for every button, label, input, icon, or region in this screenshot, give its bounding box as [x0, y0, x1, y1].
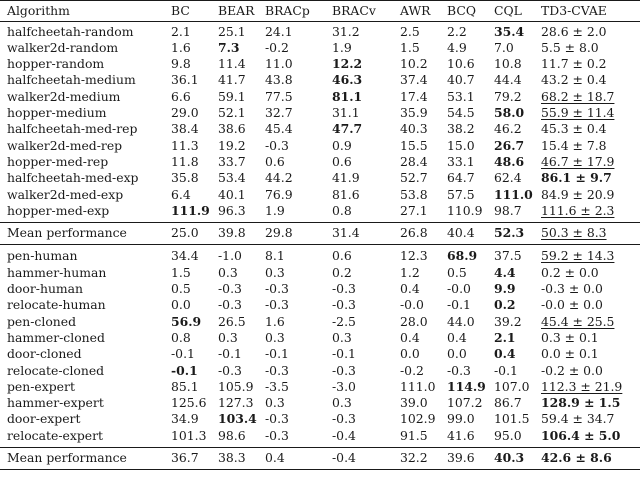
row-label: door-human: [7, 281, 84, 296]
column-header: TD3-CVAE: [541, 2, 607, 18]
table-cell: -0.1: [447, 297, 471, 313]
table-cell: 5.5 ± 8.0: [541, 39, 599, 55]
table-row: [0, 363, 640, 379]
table-cell: 107.0: [494, 378, 530, 394]
table-cell: 98.6: [218, 427, 246, 443]
table-cell: 0.3: [332, 329, 352, 345]
table-cell: 4.4: [494, 264, 516, 280]
table-cell: 103.4: [218, 411, 257, 427]
table-cell: 1.2: [400, 264, 420, 280]
table-cell: 0.0 ± 0.1: [541, 346, 599, 362]
table-cell: 0.2: [494, 297, 516, 313]
table-cell: 0.0: [400, 346, 420, 362]
table-row: [0, 203, 640, 219]
table-cell: 12.2: [332, 56, 363, 72]
table-cell: 10.6: [447, 56, 475, 72]
column-header: BRACv: [332, 2, 376, 18]
mean-label: Mean performance: [7, 225, 127, 241]
row-label: walker2d-medium: [7, 88, 121, 104]
table-cell: 2.5: [400, 23, 420, 39]
table-cell: 85.1: [171, 378, 199, 394]
table-cell: 0.8: [332, 202, 352, 218]
table-cell: 111.0: [400, 378, 436, 394]
table-cell: 86.7: [494, 395, 522, 411]
table-row: [0, 138, 640, 154]
table-cell: 32.7: [265, 105, 293, 120]
table-cell: 40.7: [447, 72, 475, 88]
row-label: walker2d-med-rep: [7, 137, 123, 153]
mean-cell: 42.6 ± 8.6: [541, 450, 612, 465]
table-cell: 127.3: [218, 395, 254, 411]
table-cell: 84.9 ± 20.9: [541, 186, 615, 202]
table-cell: 0.4: [400, 281, 420, 296]
mean-row: [0, 450, 640, 466]
table-cell: 45.4 ± 25.5: [541, 313, 615, 329]
table-cell: 76.9: [265, 186, 293, 202]
table-cell: 62.4: [494, 170, 522, 186]
table-cell: -3.5: [265, 378, 289, 394]
table-cell: 29.0: [171, 105, 199, 120]
table-cell: 8.1: [265, 248, 285, 264]
table-cell: -0.1: [332, 346, 356, 362]
table-cell: 101.3: [171, 427, 207, 443]
table-cell: 2.2: [447, 23, 467, 39]
table-row: [0, 40, 640, 56]
table-cell: 0.2 ± 0.0: [541, 264, 599, 280]
table-row: [0, 24, 640, 40]
table-cell: -0.2: [400, 362, 424, 378]
table-cell: 2.1: [171, 23, 191, 39]
table-cell: -0.2 ± 0.0: [541, 362, 603, 378]
table-cell: -3.0: [332, 378, 356, 394]
mean-cell: -0.4: [332, 450, 356, 465]
header-rule: [0, 21, 640, 22]
table-cell: 114.9: [447, 378, 486, 394]
table-cell: 41.9: [332, 170, 360, 186]
table-cell: 0.4: [447, 329, 467, 345]
table-cell: 41.6: [447, 427, 475, 443]
table-cell: 0.6: [332, 248, 352, 264]
table-cell: 6.4: [171, 186, 191, 202]
row-label: pen-expert: [7, 378, 75, 394]
table-row: [0, 56, 640, 72]
table-row: [0, 154, 640, 170]
table-cell: 9.8: [171, 56, 191, 72]
table-cell: 0.4: [494, 346, 516, 362]
table-cell: 41.7: [218, 72, 246, 88]
table-cell: 38.6: [218, 121, 246, 137]
table-cell: 45.3 ± 0.4: [541, 121, 607, 137]
table-cell: 0.3: [265, 329, 285, 345]
table-cell: 0.3: [265, 395, 285, 411]
mean-label: Mean performance: [7, 450, 127, 465]
table-cell: 11.8: [171, 153, 199, 169]
table-cell: -0.3: [447, 362, 471, 378]
bottom-rule: [0, 469, 640, 470]
table-cell: 43.8: [265, 72, 293, 88]
table-cell: 102.9: [400, 411, 436, 427]
table-cell: -0.3: [265, 411, 289, 427]
table-cell: 1.9: [265, 202, 285, 218]
table-cell: 59.4 ± 34.7: [541, 411, 615, 427]
table-cell: 35.8: [171, 170, 199, 186]
table-cell: 2.1: [494, 329, 516, 345]
table-row: [0, 379, 640, 395]
table-cell: -0.2: [265, 39, 289, 55]
table-cell: 77.5: [265, 88, 293, 104]
column-header: BRACp: [265, 2, 310, 18]
table-row: [0, 346, 640, 362]
table-cell: 0.4: [400, 329, 420, 345]
table-cell: -2.5: [332, 313, 356, 329]
table-cell: 111.9: [171, 202, 210, 218]
table-cell: 15.0: [447, 137, 475, 153]
table-cell: 35.9: [400, 105, 428, 120]
table-cell: -0.0: [447, 281, 471, 296]
table-cell: 91.5: [400, 427, 428, 443]
table-cell: 46.7 ± 17.9: [541, 153, 615, 169]
row-label: hopper-medium: [7, 105, 107, 120]
table-cell: -0.3: [265, 297, 289, 313]
table-cell: 0.5: [447, 264, 467, 280]
table-cell: 0.3: [218, 329, 238, 345]
row-label: relocate-human: [7, 297, 106, 313]
table-row: [0, 105, 640, 121]
table-cell: 10.2: [400, 56, 428, 72]
table-row: [0, 314, 640, 330]
table-row: [0, 395, 640, 411]
row-label: halfcheetah-random: [7, 23, 134, 39]
table-cell: 0.3: [265, 264, 285, 280]
table-cell: 125.6: [171, 395, 207, 411]
table-cell: 1.5: [400, 39, 420, 55]
row-label: hammer-cloned: [7, 329, 105, 345]
mean-cell: 32.2: [400, 450, 428, 465]
table-row: [0, 411, 640, 427]
row-label: walker2d-random: [7, 39, 119, 55]
mean-cell: 0.4: [265, 450, 285, 465]
table-cell: 37.5: [494, 248, 522, 264]
table-cell: 33.7: [218, 153, 246, 169]
table-row: [0, 248, 640, 264]
table-cell: 105.9: [218, 378, 254, 394]
mean-cell: 40.3: [494, 450, 525, 465]
table-cell: 24.1: [265, 23, 293, 39]
table-cell: 28.0: [400, 313, 428, 329]
table-cell: 86.1 ± 9.7: [541, 170, 612, 186]
table-cell: 28.4: [400, 153, 428, 169]
table-cell: 0.9: [332, 137, 352, 153]
table-cell: 33.1: [447, 153, 475, 169]
row-label: door-expert: [7, 411, 81, 427]
mean-cell: 40.4: [447, 225, 475, 241]
table-cell: -0.1: [494, 362, 518, 378]
mean-cell: 31.4: [332, 225, 360, 241]
row-label: walker2d-med-exp: [7, 186, 124, 202]
table-cell: -1.0: [218, 248, 242, 264]
header-row: [0, 3, 640, 19]
section-rule: [0, 222, 640, 223]
table-cell: 37.4: [400, 72, 428, 88]
table-cell: 79.2: [494, 88, 522, 104]
table-cell: 40.1: [218, 186, 246, 202]
table-cell: 0.5: [171, 281, 191, 296]
table-cell: 68.9: [447, 248, 478, 264]
table-row: [0, 89, 640, 105]
row-label: relocate-expert: [7, 427, 103, 443]
table-cell: 99.0: [447, 411, 475, 427]
table-cell: 0.6: [265, 153, 285, 169]
table-cell: 111.0: [494, 186, 533, 202]
row-label: hopper-med-rep: [7, 153, 109, 169]
table-cell: 12.3: [400, 248, 428, 264]
table-cell: -0.3: [265, 281, 289, 296]
row-label: hammer-expert: [7, 395, 104, 411]
table-cell: 55.9 ± 11.4: [541, 105, 615, 120]
table-cell: 15.5: [400, 137, 428, 153]
table-cell: -0.3: [265, 137, 289, 153]
table-row: [0, 265, 640, 281]
table-cell: 4.9: [447, 39, 467, 55]
mean-cell: 25.0: [171, 225, 199, 241]
table-cell: 19.2: [218, 137, 246, 153]
table-cell: 47.7: [332, 121, 363, 137]
mean-cell: 52.3: [494, 225, 525, 241]
table-cell: 38.2: [447, 121, 475, 137]
table-cell: 53.4: [218, 170, 246, 186]
table-cell: 0.0: [447, 346, 467, 362]
row-label: pen-cloned: [7, 313, 77, 329]
mean-cell: 39.8: [218, 225, 246, 241]
table-cell: 52.1: [218, 105, 246, 120]
table-cell: -0.3: [332, 297, 356, 313]
table-cell: 25.1: [218, 23, 246, 39]
row-label: halfcheetah-med-rep: [7, 121, 138, 137]
table-cell: 53.8: [400, 186, 428, 202]
column-header: BC: [171, 2, 190, 18]
table-row: [0, 170, 640, 186]
table-cell: -0.4: [332, 427, 356, 443]
table-cell: -0.3: [332, 411, 356, 427]
table-cell: -0.3: [332, 281, 356, 296]
table-cell: 44.0: [447, 313, 475, 329]
row-label: door-cloned: [7, 346, 82, 362]
table-cell: 45.4: [265, 121, 293, 137]
table-cell: 36.1: [171, 72, 199, 88]
table-cell: 56.9: [171, 313, 202, 329]
column-header: AWR: [400, 2, 431, 18]
table-cell: 44.4: [494, 72, 522, 88]
row-label: hopper-random: [7, 56, 105, 72]
table-cell: 101.5: [494, 411, 530, 427]
table-cell: 7.3: [218, 39, 240, 55]
table-cell: 53.1: [447, 88, 475, 104]
table-row: [0, 297, 640, 313]
table-cell: 39.2: [494, 313, 522, 329]
table-cell: 31.2: [332, 23, 360, 39]
table-cell: 96.3: [218, 202, 246, 218]
table-cell: -0.3 ± 0.0: [541, 281, 603, 296]
table-cell: 0.3 ± 0.1: [541, 329, 599, 345]
table-cell: 43.2 ± 0.4: [541, 72, 607, 88]
table-cell: 0.2: [332, 264, 352, 280]
row-label: pen-human: [7, 248, 78, 264]
mean-cell: 26.8: [400, 225, 428, 241]
row-label: halfcheetah-medium: [7, 72, 136, 88]
table-cell: 9.9: [494, 281, 516, 296]
table-cell: 35.4: [494, 23, 525, 39]
table-cell: 6.6: [171, 88, 191, 104]
table-cell: 39.0: [400, 395, 428, 411]
table-cell: -0.1: [218, 346, 242, 362]
table-cell: 98.7: [494, 202, 522, 218]
table-cell: 111.6 ± 2.3: [541, 202, 615, 218]
table-cell: 0.3: [332, 395, 352, 411]
table-cell: 11.7 ± 0.2: [541, 56, 607, 72]
table-cell: 31.1: [332, 105, 360, 120]
mean-cell: 38.3: [218, 450, 246, 465]
table-cell: -0.1: [171, 362, 198, 378]
table-row: [0, 330, 640, 346]
table-cell: 48.6: [494, 153, 525, 169]
table-cell: 81.6: [332, 186, 360, 202]
table-cell: 27.1: [400, 202, 428, 218]
table-cell: 128.9 ± 1.5: [541, 395, 621, 411]
section-rule: [0, 447, 640, 448]
table-cell: 11.0: [265, 56, 293, 72]
table-cell: 26.7: [494, 137, 525, 153]
table-cell: 34.9: [171, 411, 199, 427]
table-cell: 59.1: [218, 88, 246, 104]
table-cell: 52.7: [400, 170, 428, 186]
table-cell: -0.3: [218, 362, 242, 378]
table-cell: 28.6 ± 2.0: [541, 23, 607, 39]
table-cell: 95.0: [494, 427, 522, 443]
column-header: BEAR: [218, 2, 255, 18]
table-cell: 110.9: [447, 202, 483, 218]
table-cell: -0.3: [218, 281, 242, 296]
table-cell: 0.3: [218, 264, 238, 280]
section-rule: [0, 244, 640, 245]
top-rule: [0, 0, 640, 1]
table-cell: -0.3: [265, 362, 289, 378]
table-cell: -0.0 ± 0.0: [541, 297, 603, 313]
table-cell: 1.6: [171, 39, 191, 55]
table-row: [0, 281, 640, 297]
table-row: [0, 121, 640, 137]
table-cell: 64.7: [447, 170, 475, 186]
table-cell: 15.4 ± 7.8: [541, 137, 607, 153]
table-cell: 46.2: [494, 121, 522, 137]
table-cell: 112.3 ± 21.9: [541, 378, 623, 394]
table-cell: 106.4 ± 5.0: [541, 427, 621, 443]
table-cell: 81.1: [332, 88, 363, 104]
table-cell: 54.5: [447, 105, 475, 120]
table-cell: 7.0: [494, 39, 514, 55]
table-row: [0, 428, 640, 444]
table-cell: 1.9: [332, 39, 352, 55]
table-cell: 40.3: [400, 121, 428, 137]
table-cell: 0.6: [332, 153, 352, 169]
column-header: BCQ: [447, 2, 476, 18]
mean-cell: 36.7: [171, 450, 199, 465]
table-cell: 17.4: [400, 88, 428, 104]
table-cell: 107.2: [447, 395, 483, 411]
table-cell: 1.6: [265, 313, 285, 329]
table-cell: 1.5: [171, 264, 191, 280]
table-cell: -0.3: [218, 297, 242, 313]
column-header: Algorithm: [7, 2, 70, 18]
table-cell: 44.2: [265, 170, 293, 186]
mean-cell: 29.8: [265, 225, 293, 241]
mean-cell: 50.3 ± 8.3: [541, 225, 607, 241]
column-header: CQL: [494, 2, 522, 18]
table-cell: -0.1: [265, 346, 289, 362]
table-cell: 68.2 ± 18.7: [541, 88, 615, 104]
row-label: hammer-human: [7, 264, 107, 280]
table-cell: 11.4: [218, 56, 246, 72]
table-cell: -0.0: [400, 297, 424, 313]
row-label: halfcheetah-med-exp: [7, 170, 139, 186]
table-cell: 34.4: [171, 248, 199, 264]
row-label: hopper-med-exp: [7, 202, 110, 218]
table-cell: 0.0: [171, 297, 191, 313]
table-cell: 10.8: [494, 56, 522, 72]
row-label: relocate-cloned: [7, 362, 105, 378]
mean-cell: 39.6: [447, 450, 475, 465]
table-row: [0, 187, 640, 203]
table-cell: 26.5: [218, 313, 246, 329]
table-cell: -0.3: [265, 427, 289, 443]
table-cell: 57.5: [447, 186, 475, 202]
table-cell: 38.4: [171, 121, 199, 137]
table-cell: -0.3: [332, 362, 356, 378]
table-cell: 58.0: [494, 105, 525, 120]
table-cell: 0.8: [171, 329, 191, 345]
table-row: [0, 72, 640, 88]
table-cell: 11.3: [171, 137, 199, 153]
mean-row: [0, 225, 640, 241]
table-cell: 46.3: [332, 72, 363, 88]
table-cell: 59.2 ± 14.3: [541, 248, 615, 264]
table-cell: -0.1: [171, 346, 195, 362]
